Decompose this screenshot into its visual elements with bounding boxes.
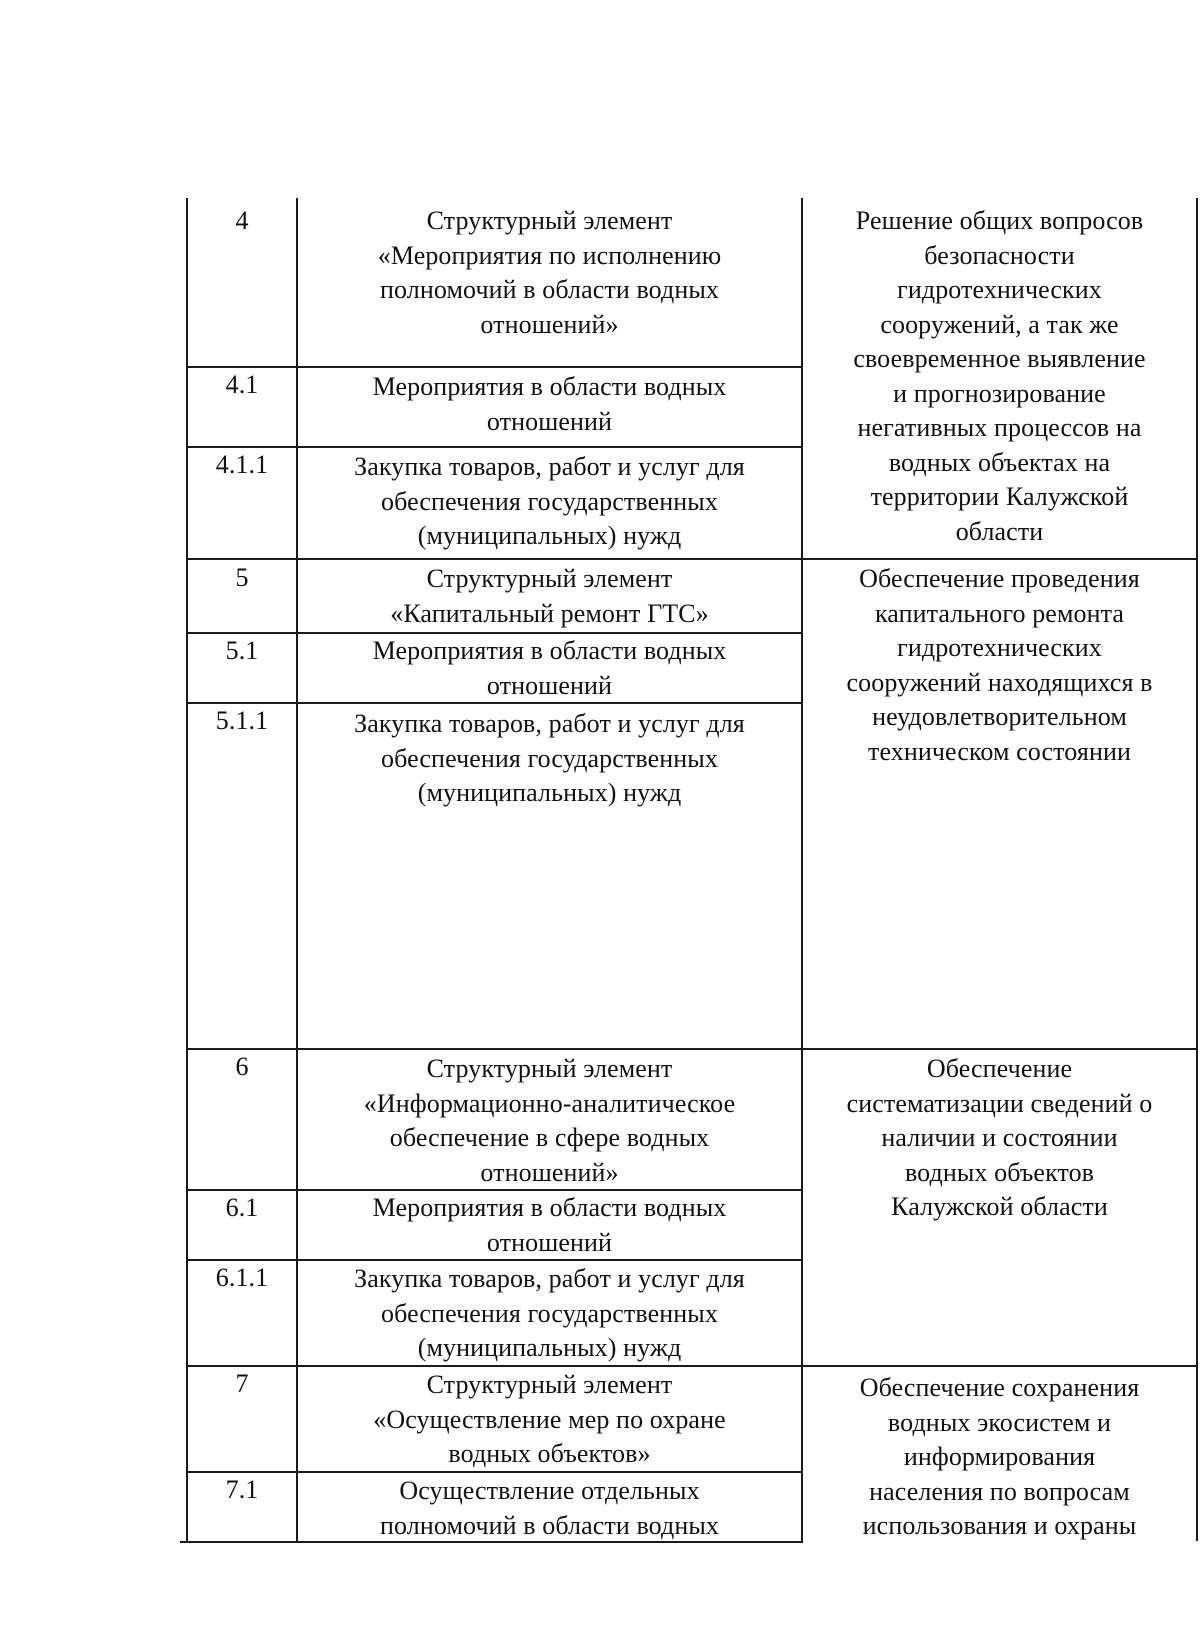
row-text-7: Структурный элемент «Осуществление мер по охране водных объектов» xyxy=(373,1370,726,1468)
row-number-6: 6 xyxy=(235,1052,249,1081)
row-text-5-1: Мероприятия в области водных отношений xyxy=(372,636,727,700)
row-text-5-1-1: Закупка товаров, работ и услуг для обеспечения государственных (муниципальных) нужд xyxy=(354,709,745,807)
row-text-4-1: Мероприятия в области водных отношений xyxy=(372,372,727,436)
row-number-4-1: 4.1 xyxy=(225,370,259,399)
row-number-7: 7 xyxy=(235,1369,249,1398)
group-divider xyxy=(186,1048,1198,1050)
result-cell-7: Обеспечение сохранения водных экосистем и информирования населения по вопросам использования и охраны xyxy=(859,1373,1140,1540)
result-cell-4: Решение общих вопросов безопасности гидротехнических сооружений, а так же своевременное выявление и прогнозирование негативных процессов на водных объектах на территории Калужской области xyxy=(853,206,1146,546)
row-number-5: 5 xyxy=(235,563,249,592)
row-text-5: Структурный элемент «Капитальный ремонт ГТС» xyxy=(390,564,709,628)
row-text-6-1: Мероприятия в области водных отношений xyxy=(372,1193,727,1257)
row-text-4-1-1: Закупка товаров, работ и услуг для обеспечения государственных (муниципальных) нужд xyxy=(354,452,745,550)
row-number-7-1: 7.1 xyxy=(225,1475,259,1504)
row-text-4: Структурный элемент «Мероприятия по исполнению полномочий в области водных отношений» xyxy=(377,206,722,339)
row-number-4-1-1: 4.1.1 xyxy=(215,450,269,479)
row-number-4: 4 xyxy=(235,206,249,235)
row-text-6: Структурный элемент «Информационно-аналитическое обеспечение в сфере водных отношений» xyxy=(363,1054,736,1187)
result-cell-5: Обеспечение проведения капитального ремонта гидротехнических сооружений находящихся в неудовлетворительном техническом состоянии xyxy=(846,564,1153,766)
row-text-6-1-1: Закупка товаров, работ и услуг для обеспечения государственных (муниципальных) нужд xyxy=(354,1264,745,1362)
result-cell-6: Обеспечение систематизации сведений о наличии и состоянии водных объектов Калужской области xyxy=(846,1054,1153,1221)
group-divider xyxy=(186,558,1198,560)
row-number-5-1-1: 5.1.1 xyxy=(215,706,269,735)
table-border-right xyxy=(1196,198,1198,1541)
row-number-5-1: 5.1 xyxy=(225,636,259,665)
row-text-7-1: Осуществление отдельных полномочий в области водных xyxy=(380,1476,719,1540)
row-number-6-1: 6.1 xyxy=(225,1193,259,1222)
row-number-6-1-1: 6.1.1 xyxy=(215,1263,269,1292)
